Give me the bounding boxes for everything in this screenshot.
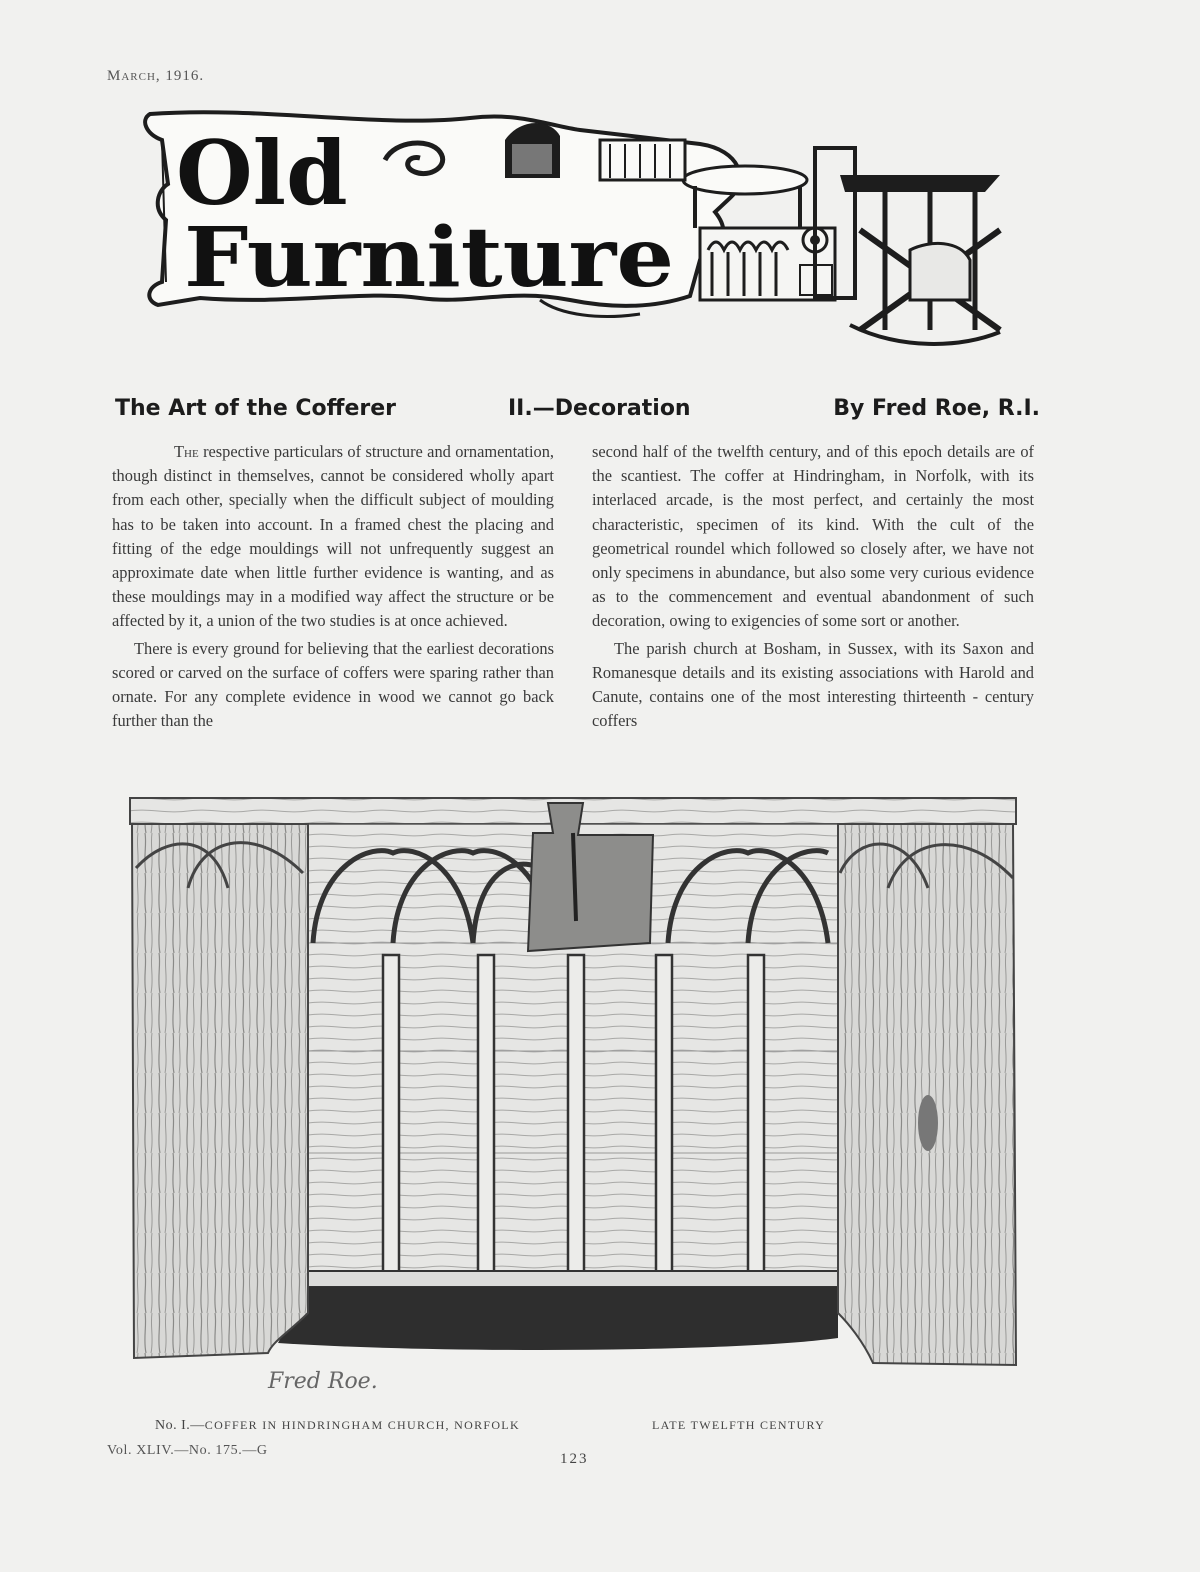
figure-number: No. I.—	[155, 1418, 205, 1433]
old-furniture-masthead	[140, 100, 1010, 355]
gateleg-table-drawing	[815, 148, 1000, 344]
coffer-illustration	[128, 793, 1020, 1403]
coffer-bottom-rail	[303, 1271, 855, 1287]
page-number: 123	[560, 1451, 589, 1467]
coffer-shadow	[278, 1287, 838, 1350]
masthead-old: Old	[176, 121, 348, 225]
volume-line: Vol. XLIV.—No. 175.—G	[107, 1443, 268, 1458]
right-column	[592, 440, 1034, 736]
paragraph-text: respective particulars of structure and ornamentation, though distinct in themselves, cannot be considered wholly apart from each other, specially when the difficult subject of moulding has to be taken into account. In a framed chest the placing and fitting of the edge mouldings will not unfrequently suggest an approximate date when little further evidence is wanting, and as these mouldings may in a modified way affect the structure or be affected by it, a union of the two studies is at once achieved.	[112, 442, 554, 631]
masthead-furniture: Furniture	[184, 210, 674, 306]
figure-caption	[155, 1418, 520, 1434]
article-author: By Fred Roe, R.I.	[833, 396, 1040, 421]
dateline: March, 1916.	[107, 68, 205, 84]
paragraph: second half of the twelfth century, and of this epoch details are of the scantiest. The coffer at Hindringham, in Norfolk, with its interlaced arcade, is the most perfect, and certainly the most characteristic, specimen of its kind. With the cult of the geometrical roundel which followed so closely after, we have not only specimens in abundance, but also some very curious evidence as to the commencement and eventual abandonment of such decoration, owing to exigencies of some sort or another.	[592, 442, 1034, 631]
figure-date-caption: LATE TWELFTH CENTURY	[652, 1418, 826, 1432]
paragraph: There is every ground for believing that the earliest decorations scored or carved on the surface of coffers were sparing rather than ornate. For any complete evidence in wood we cannot go back further than the	[112, 638, 554, 731]
paragraph	[112, 440, 554, 634]
article-title: The Art of the Cofferer	[115, 396, 397, 421]
paragraph: The parish church at Bosham, in Sussex, with its Saxon and Romanesque details and its existing associations with Harold and Canute, contains one of the most interesting thirteenth - century coffers	[592, 638, 1034, 731]
article-headline	[115, 396, 1040, 428]
paragraph-lead-word: The	[174, 442, 199, 461]
coffer-right-stile	[838, 824, 1016, 1365]
article-part: II.—Decoration	[508, 396, 691, 421]
artist-signature: Fred Roe.	[268, 1369, 378, 1394]
left-column	[112, 440, 554, 736]
figure-caption-text: COFFER IN HINDRINGHAM CHURCH, NORFOLK	[204, 1418, 520, 1432]
coffer-left-stile	[132, 824, 308, 1358]
